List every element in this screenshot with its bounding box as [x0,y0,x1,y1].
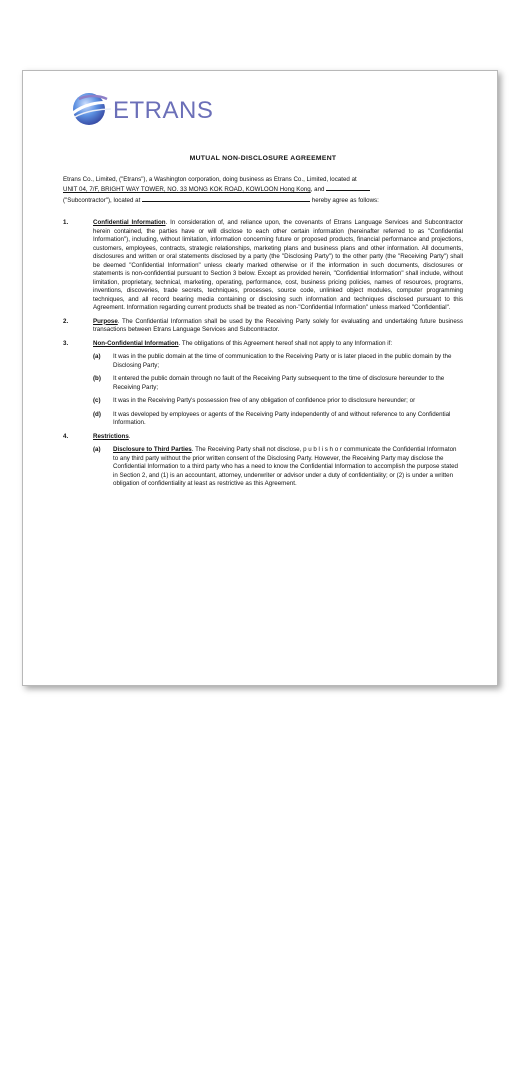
section-dot: . [128,432,131,440]
subsection-label: (d) [93,410,101,418]
globe-swoosh-icon [69,87,113,131]
subsection-c [93,397,463,406]
subsection-a [93,446,463,489]
section-text: . The obligations of this Agreement hereof shall not apply to any Information if: [178,339,393,347]
subsection-label: (a) [93,353,101,360]
section-2 [63,318,463,335]
section-heading: Non-Confidential Information [93,339,179,347]
blank-line [326,184,370,191]
intro-paragraph [63,176,463,206]
intro-agree: hereby agree as follows: [311,196,379,204]
subsection-text: It was developed by employees or agents of the Receiving Party independently of and without reference to any Confidential Information. [113,410,451,426]
subsection-text: It was in the public domain at the time of communication to the Receiving Party or is later placed in the public domain by the Disclosing Party; [113,353,452,369]
section-3 [63,340,463,428]
company-address: UNIT 04, 7/F, BRIGHT WAY TOWER, NO. 33 MONG KOK ROAD, KOWLOON Hong Kong [63,186,311,193]
section-1 [63,219,463,313]
section-heading: Restrictions [93,432,129,440]
subsection-heading: Disclosure to Third Parties [113,446,192,453]
section-text: . In consideration of, and reliance upon, the covenants of Etrans Language Services and Subcontractor herein contained, the parties have or will disclose to each other certain information (hereinafter referred to as "Confidential Information"), including, without limitation, information concerning future or proposed products, financial performance and projections, customers, employees, contracts, strategic relationships, marketing plans and business plans and other information. All documents, disclosures and written or oral statements disclosed by a party (the "Disclosing Party") to the other party (the "Receiving Party") shall be deemed "Confidential Information" unless clearly marked otherwise or if the information in such documents, disclosures or statements is non-confidential pursuant to Section 3 below. Except as provided herein, "Confidential Information" shall include, without limitation, proprietary, technical, marketing, operating, performance, cost, business pricing policies, names of resources, programs, inventions, discoveries, trade secrets, techniques, processes, source code, unlinked object modules, computer programming techniques, and all record bearing media containing or disclosing such information and techniques disclosed pursuant to this Agreement. Information regarding current products shall be treated as non-"Confidential Information" unless marked "Confidential". [93,219,463,311]
section-heading: Purpose [93,317,118,325]
section-number: 4. [63,432,69,440]
document-title: MUTUAL NON-DISCLOSURE AGREEMENT [189,155,337,162]
section-number: 2. [63,317,69,325]
document-page [22,70,498,686]
section-4 [63,433,463,489]
document-body [63,155,463,494]
intro-text: Etrans Co., Limited, ("Etrans"), a Washington corporation, doing business as Etrans Co., Limited, located at [63,175,357,183]
subsection-label: (b) [93,375,101,382]
intro-and: , and [310,186,325,193]
subsection-label: (a) [93,446,101,453]
subsection-text: . The Receiving Party shall not disclose, p u b l i s h o r communicate the Confidential Informaton to any third party without the prior written consent of the Disclosing Party. However, the Receiving Party may disclose the Confidential Information to a third party who has a need to know the Confidential Information to accomplish the purpose stated in Section 2, and (1) is an accountant, attorney, underwriter or advisor under a duty of confidentiality; or (2) is under a written obligation of confidentiality at least as restrictive as this Agreement. [113,446,458,487]
subsection-text: It entered the public domain through no fault of the Receiving Party subsequent to the time of disclosure hereunder to the Receiving Party; [113,375,445,391]
etrans-logo [69,87,229,131]
section-text: . The Confidential Information shall be used by the Receiving Party solely for evaluating and undertaking future business transactions between Etrans Language Services and Subcontractor. [93,317,463,333]
subsection-text: It was in the Receiving Party's possession free of any obligation of confidence prior to disclosure hereunder; or [113,397,416,404]
subsection-label: (c) [93,397,101,404]
section-number: 3. [63,339,69,347]
section-heading: Confidential Information [93,219,166,226]
section-number: 1. [63,219,69,226]
subsection-a [93,353,463,370]
subsection-d [93,411,463,428]
intro-subcontractor: ("Subcontractor"), located at [63,196,141,204]
subsection-b [93,375,463,392]
logo-text: ETRANS [113,97,214,124]
blank-line [142,195,310,202]
